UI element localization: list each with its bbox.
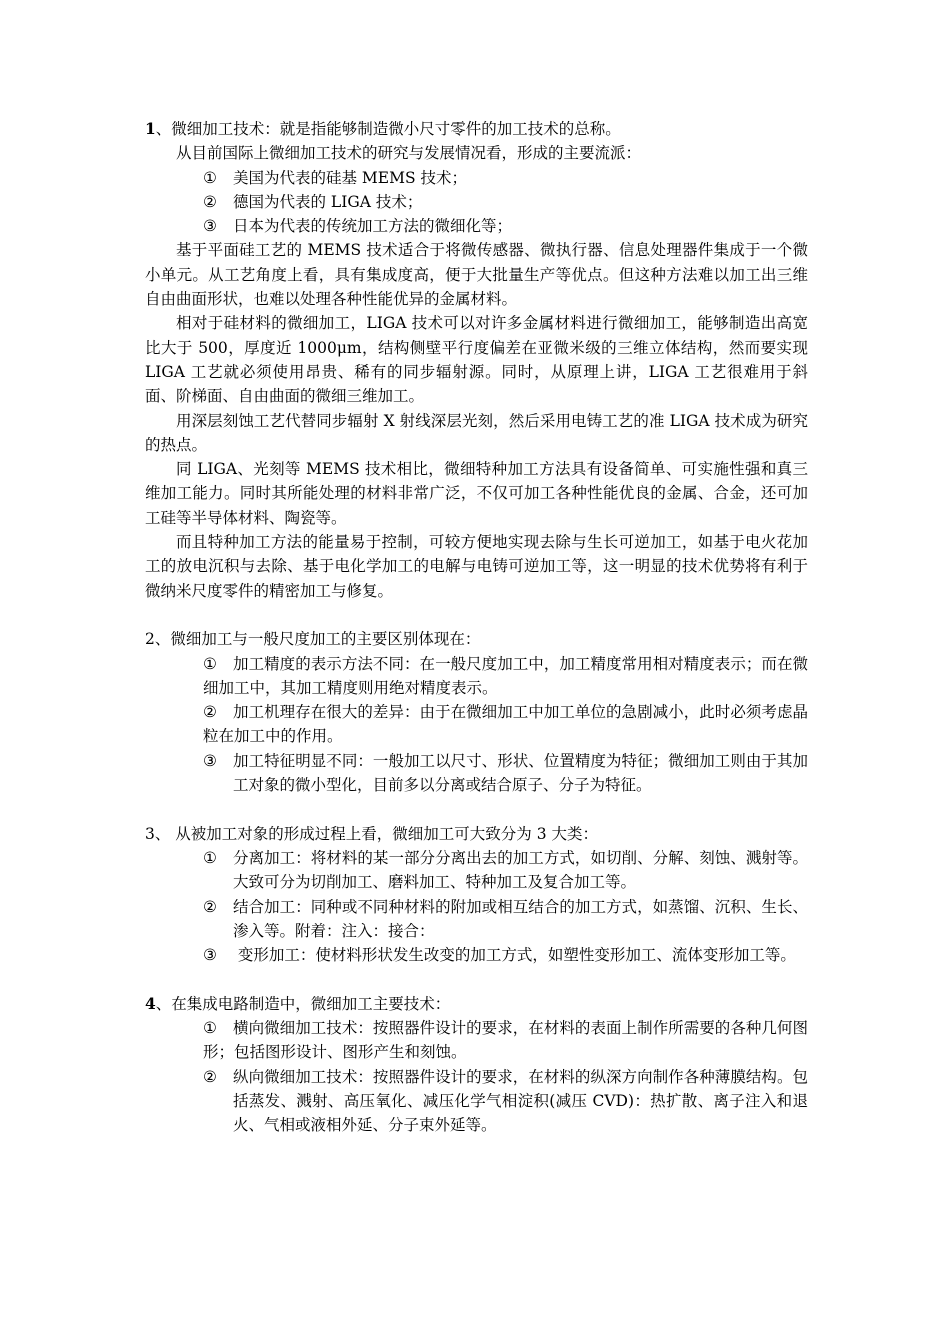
sec1-item-2: ② 德国为代表的 LIGA 技术； — [203, 192, 423, 211]
sec3-heading: 3、 从被加工对象的形成过程上看，微细加工可大致分为 3 大类： — [145, 824, 599, 843]
sec1-intro: 从目前国际上微细加工技术的研究与发展情况看，形成的主要流派： — [176, 144, 642, 163]
sec1-item-1: ① 美国为代表的硅基 MEMS 技术； — [203, 168, 468, 187]
section-gap — [145, 603, 808, 627]
sec4-item-2: ② 纵向微细加工技术：按照器件设计的要求，在材料的纵深方向制作各种薄膜结构。包括蒸发、溅射、高压氧化、减压化学气相淀积(减压 CVD)：热扩散、离子注入和退火、气相或液相外延、分子束外延等。 — [203, 1067, 808, 1135]
sec1-number: 1 — [145, 119, 156, 138]
sec2-heading: 2、微细加工与一般尺度加工的主要区别体现在： — [145, 630, 481, 649]
sec3-item-3: ③ 变形加工：使材料形状发生改变的加工方式，如塑性变形加工、流体变形加工等。 — [203, 946, 796, 965]
sec2-item-1: ① 加工精度的表示方法不同：在一般尺度加工中，加工精度常用相对精度表示；而在微细加工中，其加工精度则用绝对精度表示。 — [203, 654, 808, 697]
sec1-item-3: ③ 日本为代表的传统加工方法的微细化等； — [203, 217, 513, 236]
sec3-item-2: ② 结合加工：同种或不同种材料的附加或相互结合的加工方式，如蒸馏、沉积、生长、渗入等。附着：注入：接合： — [203, 897, 808, 940]
sec2-item-3: ③ 加工特征明显不同：一般加工以尺寸、形状、位置精度为特征；微细加工则由于其加工对象的微小型化，目前多以分离或结合原子、分子为特征。 — [203, 751, 808, 795]
sec1-paragraph-2: 相对于硅材料的微细加工，LIGA 技术可以对许多金属材料进行微细加工，能够制造出高宽比大于 500，厚度近 1000μm，结构侧壁平行度偏差在亚微米级的三维立体结构，然而要实现 LIGA 工艺就必须使用昂贵、稀有的同步辐射源。同时，从原理上讲，LIGA 工艺很难用于斜面、阶梯面、自由曲面的微细三维加工。 — [145, 314, 808, 406]
sec4-number: 4 — [145, 993, 156, 1013]
sec4-heading: 4、在集成电路制造中，微细加工主要技术： — [145, 993, 451, 1013]
section-gap — [145, 797, 808, 821]
section-gap — [145, 967, 808, 991]
sec1-paragraph-5: 而且特种加工方法的能量易于控制，可较方便地实现去除与生长可逆加工，如基于电火花加工的放电沉积与去除、基于电化学加工的电解与电铸可逆加工等，这一明显的技术优势将有利于微纳米尺度零件的精密加工与修复。 — [145, 533, 808, 600]
sec3-item-1: ① 分离加工：将材料的某一部分分离出去的加工方式，如切削、分解、刻蚀、溅射等。大致可分为切削加工、磨料加工、特种加工及复合加工等。 — [203, 848, 808, 892]
sec4-item-1: ① 横向微细加工技术：按照器件设计的要求，在材料的表面上制作所需要的各种几何图形；包括图形设计、图形产生和刻蚀。 — [203, 1018, 808, 1062]
sec1-paragraph-3: 用深层刻蚀工艺代替同步辐射 X 射线深层光刻，然后采用电铸工艺的准 LIGA 技术成为研究的热点。 — [145, 411, 808, 454]
sec1-paragraph-4: 同 LIGA、光刻等 MEMS 技术相比，微细特种加工方法具有设备简单、可实施性强和真三维加工能力。同时其所能处理的材料非常广泛，不仅可加工各种性能优良的金属、合金，还可加工硅等半导体材料、陶瓷等。 — [145, 460, 808, 527]
sec1-paragraph-1: 基于平面硅工艺的 MEMS 技术适合于将微传感器、微执行器、信息处理器件集成于一个微小单元。从工艺角度上看，具有集成度高，便于大批量生产等优点。但这种方法难以加工出三维自由曲面形状，也难以处理各种性能优异的金属材料。 — [145, 241, 808, 309]
sec2-item-2: ② 加工机理存在很大的差异：由于在微细加工中加工单位的急剧减小，此时必须考虑晶粒在加工中的作用。 — [203, 703, 808, 746]
sec1-heading: 1、微细加工技术：就是指能够制造微小尺寸零件的加工技术的总称。 — [145, 119, 621, 138]
